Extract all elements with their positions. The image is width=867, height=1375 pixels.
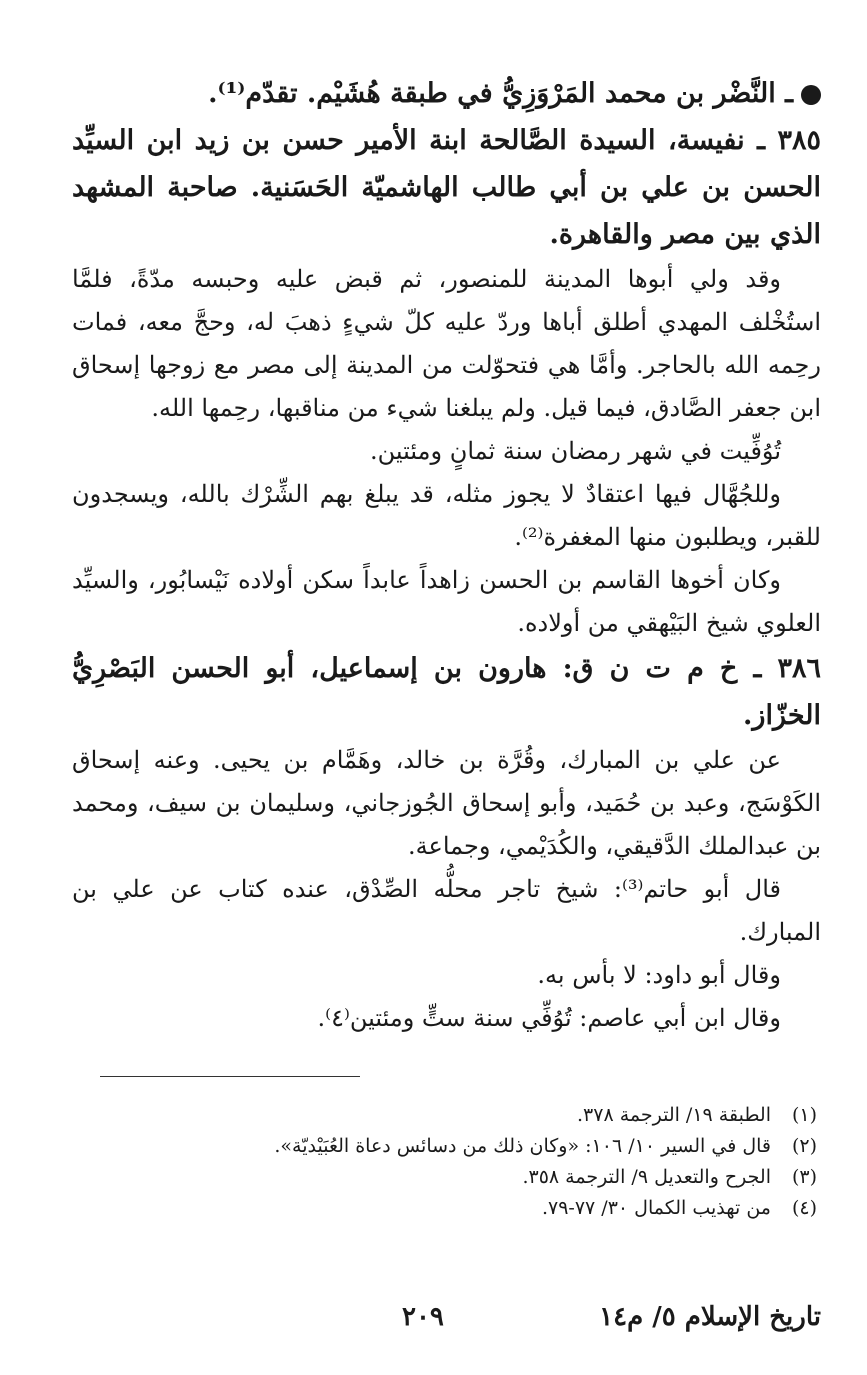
footnote-text: الطبقة ١٩/ الترجمة ٣٧٨. [576,1104,771,1126]
footnote [72,1193,817,1224]
footnote-text: الجرح والتعديل ٩/ الترجمة ٣٥٨. [522,1166,771,1188]
body-paragraph: وقال أبو داود: لا بأس به. [537,961,781,989]
body-paragraph: عن علي بن المبارك، وقُرَّة بن خالد، وهَمَّام بن يحيى. وعنه إسحاق الكَوْسَج، وعبد بن حُمَيد، وأبو إسحاق الجُوزجاني، وسليمان بن سيف، ومحمد بن عبدالملك الدَّقيقي، والكُدَيْمي، وجماعة. [72,746,821,860]
body-paragraph: وللجُهَّال فيها اعتقادٌ لا يجوز مثله، قد يبلغ بهم الشِّرْك بالله، ويسجدون للقبر، ويطلبون منها المغفرة⁽²⁾. [72,480,821,551]
footnote [72,1131,817,1162]
biography-heading-386: ٣٨٦ ـ خ م ت ن ق: هارون بن إسماعيل، أبو الحسن البَصْرِيُّ الخزّاز. [72,653,821,731]
footnotes [72,1100,817,1224]
body-paragraph: وقد ولي أبوها المدينة للمنصور، ثم قبض عليه وحبسه مدّةً، فلمَّا استُخْلف المهدي أطلق أباها وردّ عليه كلّ شيءٍ ذهبَ له، وحجَّ معه، فمات رحِمه الله بالحاجر. وأمَّا هي فتحوّلت من المدينة إلى مصر مع زوجها إسحاق ابن جعفر الصَّادق، فيما قيل. ولم يبلغنا شيء من مناقبها، رحِمها الله. [72,265,821,422]
page-body [72,70,821,1040]
footnote [72,1162,817,1193]
running-footer-title: تاريخ الإسلام ٥/ م١٤ [599,1302,821,1332]
footnote-number: (٤) [791,1197,817,1219]
bullet-icon [801,85,821,105]
footnote-text: قال في السير ١٠/ ١٠٦: «وكان ذلك من دسائس دعاة العُبَيْديّة». [274,1135,771,1157]
biography-heading-385: ٣٨٥ ـ نفيسة، السيدة الصَّالحة ابنة الأمير حسن بن زيد ابن السيِّد الحسن بن علي بن أبي طالب الهاشميّة الحَسَنية. صاحبة المشهد الذي بين مصر والقاهرة. [72,125,821,250]
footnote-number: (٣) [791,1166,817,1188]
body-paragraph: وكان أخوها القاسم بن الحسن زاهداً عابداً سكن أولاده نَيْسابُور، والسيِّد العلوي شيخ البَيْهقي من أولاده. [72,566,821,637]
footnote-number: (١) [791,1104,817,1126]
page-number: ٢٠٩ [402,1302,444,1332]
body-paragraph: وقال ابن أبي عاصم: تُوُفِّي سنة ستٍّ ومئتين⁽٤⁾. [317,1004,781,1032]
cross-reference-entry [72,70,821,117]
footnote [72,1100,817,1131]
body-paragraph: تُوُفِّيت في شهر رمضان سنة ثمانٍ ومئتين. [370,437,781,465]
footnote-text: من تهذيب الكمال ٣٠/ ٧٧-٧٩. [541,1197,771,1219]
cross-reference-text: ـ النَّضْر بن محمد المَرْوَزِيُّ في طبقة هُشَيْم. تقدّم⁽¹⁾. [208,78,793,109]
footnote-number: (٢) [791,1135,817,1157]
body-paragraph: قال أبو حاتم⁽³⁾: شيخ تاجر محلُّه الصِّدْق، عنده كتاب عن علي بن المبارك. [72,875,821,946]
footnote-separator [100,1076,360,1077]
